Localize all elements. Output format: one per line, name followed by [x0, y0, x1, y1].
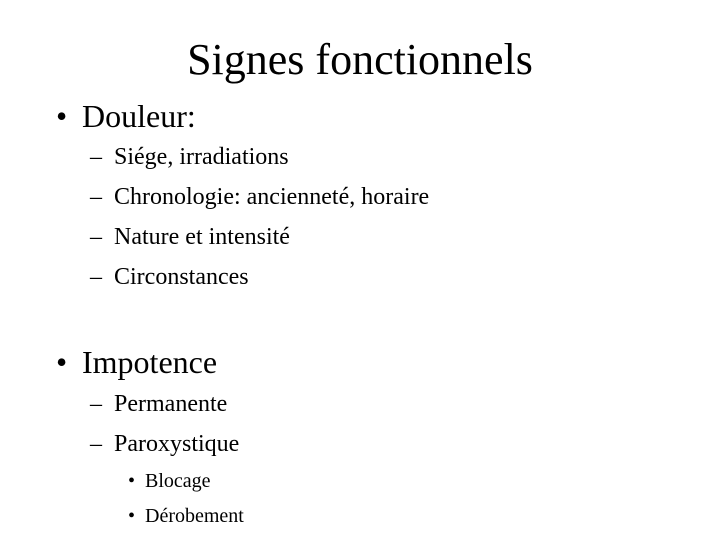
sub-item-text: Permanente: [114, 391, 228, 417]
dash-icon: –: [90, 431, 102, 457]
bullet-impotence: [56, 342, 217, 382]
bullet-icon: •: [128, 470, 136, 492]
sub-sub-item-derobement: [128, 503, 244, 529]
sub-item-text: Chronologie: ancienneté, horaire: [114, 184, 430, 210]
sub-sub-item-blocage: [128, 468, 211, 494]
sub-item-nature: [90, 222, 290, 252]
bullet-douleur: [56, 96, 196, 136]
dash-icon: –: [90, 391, 102, 417]
bullet-text: Douleur:: [82, 98, 196, 134]
slide-title: Signes fonctionnels: [187, 35, 533, 84]
sub-item-chronologie: [90, 182, 429, 212]
sub-item-text: Circonstances: [114, 264, 249, 290]
bullet-icon: •: [56, 344, 68, 380]
sub-sub-item-text: Dérobement: [145, 505, 244, 527]
sub-item-circonstances: [90, 262, 249, 292]
dash-icon: –: [90, 144, 102, 170]
dash-icon: –: [90, 224, 102, 250]
bullet-icon: •: [56, 98, 68, 134]
sub-item-paroxystique: [90, 429, 239, 459]
bullet-text: Impotence: [82, 344, 218, 380]
bullet-icon: •: [128, 505, 136, 527]
sub-item-siege: [90, 142, 289, 172]
sub-item-text: Nature et intensité: [114, 224, 290, 250]
sub-item-text: Paroxystique: [114, 431, 240, 457]
dash-icon: –: [90, 184, 102, 210]
sub-sub-item-text: Blocage: [145, 470, 211, 492]
sub-item-permanente: [90, 389, 227, 419]
sub-item-text: Siége, irradiations: [114, 144, 289, 170]
dash-icon: –: [90, 264, 102, 290]
